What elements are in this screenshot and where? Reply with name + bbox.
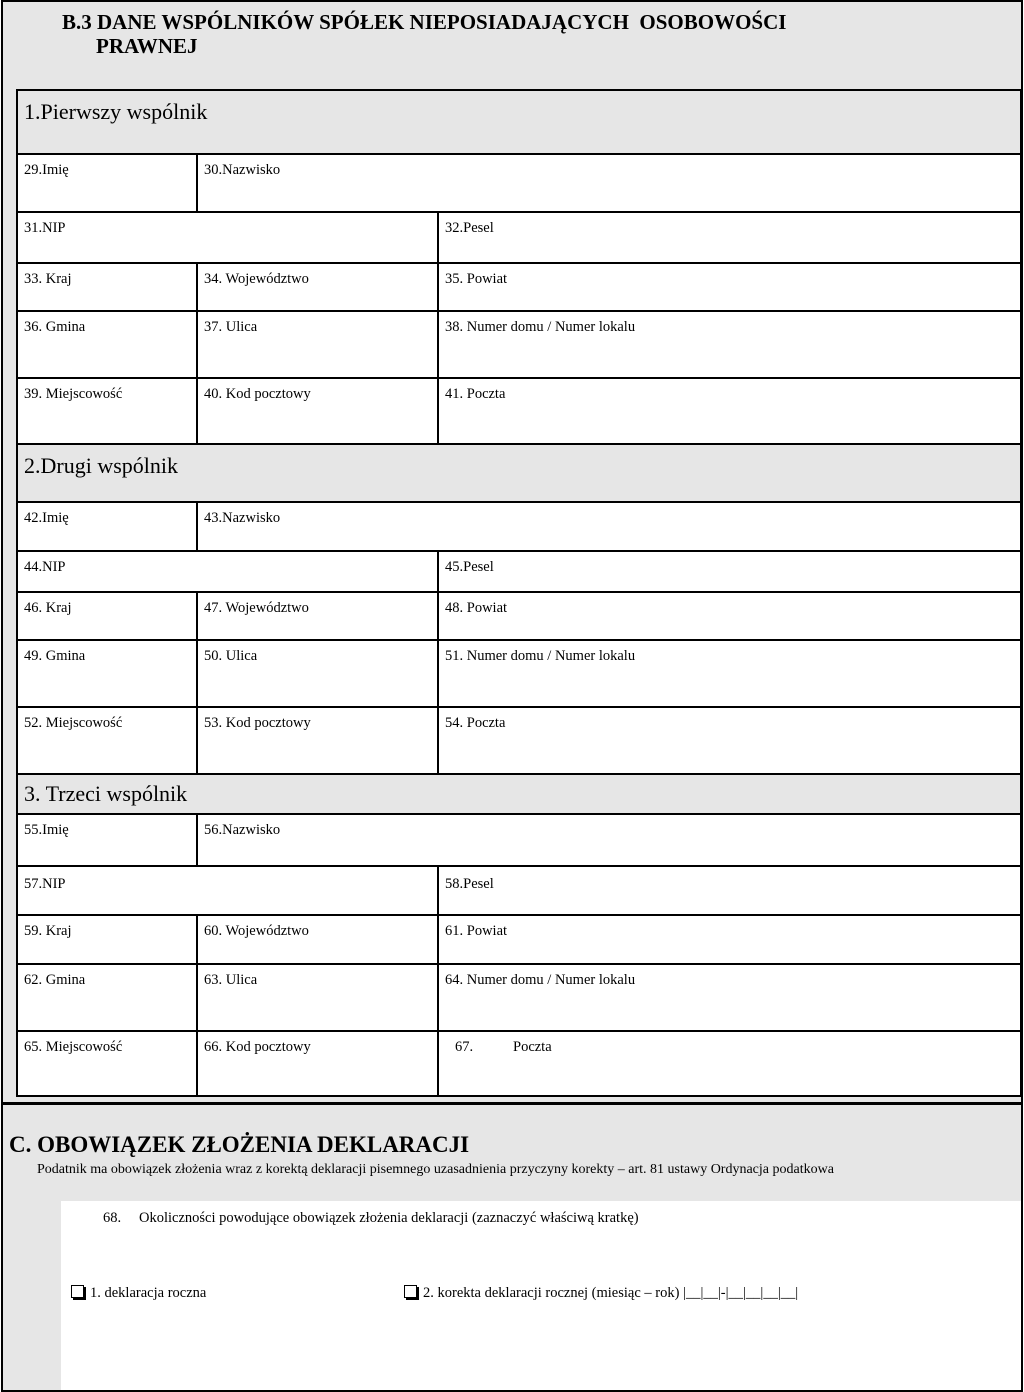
field-29-imie[interactable]	[16, 153, 198, 213]
field-62-gmina[interactable]	[16, 963, 198, 1032]
field-31-nip[interactable]	[16, 211, 439, 264]
field-47-wojewodztwo[interactable]	[196, 591, 439, 641]
field-42-imie[interactable]	[16, 501, 198, 552]
field-36-gmina[interactable]	[16, 310, 198, 379]
field-34-wojewodztwo[interactable]	[196, 262, 439, 312]
section-c-title: C. OBOWIĄZEK ZŁOŻENIA DEKLARACJI	[9, 1132, 470, 1157]
section-c-note: Podatnik ma obowiązek złożenia wraz z korektą deklaracji pisemnego uzasadnienia przyczyny korekty – art. 81 ustawy Ordynacja podatkowa	[37, 1162, 834, 1177]
field-66-label: 66. Kod pocztowy	[204, 1039, 311, 1055]
field-45-label: 45.Pesel	[445, 559, 494, 575]
field-55-label: 55.Imię	[24, 822, 69, 838]
field-35-powiat[interactable]	[437, 262, 1022, 312]
field-51-label: 51. Numer domu / Numer lokalu	[445, 648, 636, 664]
field-55-imie[interactable]	[16, 813, 198, 867]
field-44-nip[interactable]	[16, 550, 439, 593]
field-52-label: 52. Miejscowość	[24, 715, 123, 731]
partner-3-heading: 3. Trzeci wspólnik	[24, 781, 188, 806]
field-67-poczta[interactable]	[437, 1030, 1022, 1097]
field-68-label: Okoliczności powodujące obowiązek złożenia deklaracji (zaznaczyć właściwą kratkę)	[139, 1210, 639, 1226]
field-31-label: 31.NIP	[24, 220, 66, 236]
field-47-label: 47. Województwo	[204, 600, 309, 616]
field-48-powiat[interactable]	[437, 591, 1022, 641]
field-43-label: 43.Nazwisko	[204, 510, 281, 526]
field-46-label: 46. Kraj	[24, 600, 72, 616]
field-37-ulica[interactable]	[196, 310, 439, 379]
field-39-miejscowosc[interactable]	[16, 377, 198, 445]
field-63-ulica[interactable]	[196, 963, 439, 1032]
partner-1-header	[16, 89, 1022, 155]
field-61-powiat[interactable]	[437, 914, 1022, 965]
field-59-label: 59. Kraj	[24, 923, 72, 939]
field-53-kod[interactable]	[196, 706, 439, 775]
field-35-label: 35. Powiat	[445, 271, 508, 287]
field-30-nazwisko[interactable]	[196, 153, 1022, 213]
field-39-label: 39. Miejscowość	[24, 386, 123, 402]
field-68-number: 68.	[103, 1210, 122, 1226]
field-62-label: 62. Gmina	[24, 972, 86, 988]
section-c-left-margin	[1, 1201, 63, 1392]
field-33-label: 33. Kraj	[24, 271, 72, 287]
field-40-label: 40. Kod pocztowy	[204, 386, 311, 402]
field-48-label: 48. Powiat	[445, 600, 508, 616]
option-annual-correction-label: 2. korekta deklaracji rocznej (miesiąc – rok) |__|__|-|__|__|__|__|	[423, 1285, 799, 1301]
checkbox-icon[interactable]	[404, 1285, 417, 1298]
field-53-label: 53. Kod pocztowy	[204, 715, 311, 731]
partner-2-header	[16, 443, 1022, 503]
field-64-numer[interactable]	[437, 963, 1022, 1032]
field-36-label: 36. Gmina	[24, 319, 86, 335]
field-49-gmina[interactable]	[16, 639, 198, 708]
field-38-numer[interactable]	[437, 310, 1022, 379]
section-b3-title-line2: PRAWNEJ	[96, 34, 198, 58]
field-51-numer[interactable]	[437, 639, 1022, 708]
partner-1-heading: 1.Pierwszy wspólnik	[24, 99, 208, 124]
field-45-pesel[interactable]	[437, 550, 1022, 593]
section-c-header	[1, 1102, 1023, 1203]
field-64-label: 64. Numer domu / Numer lokalu	[445, 972, 636, 988]
field-54-label: 54. Poczta	[445, 715, 506, 731]
field-58-pesel[interactable]	[437, 865, 1022, 916]
field-60-label: 60. Województwo	[204, 923, 309, 939]
field-43-nazwisko[interactable]	[196, 501, 1022, 552]
section-b3-title-line1: B.3 DANE WSPÓLNIKÓW SPÓŁEK NIEPOSIADAJĄCYCH OSOBOWOŚCI	[62, 10, 787, 34]
field-59-kraj[interactable]	[16, 914, 198, 965]
field-34-label: 34. Województwo	[204, 271, 309, 287]
field-46-kraj[interactable]	[16, 591, 198, 641]
field-58-label: 58.Pesel	[445, 876, 494, 892]
field-56-label: 56.Nazwisko	[204, 822, 281, 838]
option-annual-declaration-label: 1. deklaracja roczna	[90, 1285, 207, 1301]
field-41-label: 41. Poczta	[445, 386, 506, 402]
field-57-label: 57.NIP	[24, 876, 66, 892]
option-annual-correction[interactable]	[404, 1285, 798, 1302]
field-32-pesel[interactable]	[437, 211, 1022, 264]
field-37-label: 37. Ulica	[204, 319, 258, 335]
field-60-wojewodztwo[interactable]	[196, 914, 439, 965]
field-61-label: 61. Powiat	[445, 923, 508, 939]
field-63-label: 63. Ulica	[204, 972, 258, 988]
field-42-label: 42.Imię	[24, 510, 69, 526]
field-65-miejscowosc[interactable]	[16, 1030, 198, 1097]
option-annual-declaration[interactable]	[71, 1285, 206, 1302]
field-57-nip[interactable]	[16, 865, 439, 916]
field-41-poczta[interactable]	[437, 377, 1022, 445]
field-44-label: 44.NIP	[24, 559, 66, 575]
field-33-kraj[interactable]	[16, 262, 198, 312]
field-67-label: Poczta	[513, 1039, 552, 1055]
section-b3-title	[62, 10, 786, 58]
field-40-kod[interactable]	[196, 377, 439, 445]
field-29-label: 29.Imię	[24, 162, 69, 178]
field-38-label: 38. Numer domu / Numer lokalu	[445, 319, 636, 335]
field-56-nazwisko[interactable]	[196, 813, 1022, 867]
field-49-label: 49. Gmina	[24, 648, 86, 664]
field-32-label: 32.Pesel	[445, 220, 494, 236]
field-30-label: 30.Nazwisko	[204, 162, 281, 178]
field-50-ulica[interactable]	[196, 639, 439, 708]
field-67-number: 67.	[455, 1039, 474, 1055]
field-50-label: 50. Ulica	[204, 648, 258, 664]
checkbox-icon[interactable]	[71, 1285, 84, 1298]
partner-2-heading: 2.Drugi wspólnik	[24, 453, 178, 478]
field-66-kod[interactable]	[196, 1030, 439, 1097]
field-52-miejscowosc[interactable]	[16, 706, 198, 775]
field-54-poczta[interactable]	[437, 706, 1022, 775]
field-65-label: 65. Miejscowość	[24, 1039, 123, 1055]
field-68-box	[61, 1201, 1023, 1392]
partner-3-header	[16, 773, 1022, 815]
